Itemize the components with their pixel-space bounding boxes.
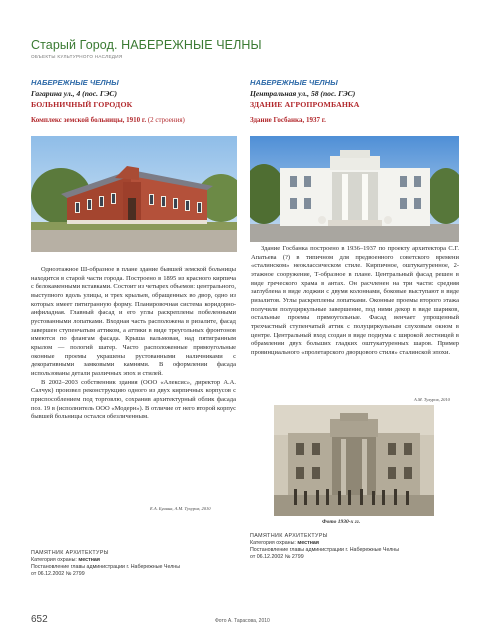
left-paragraph-2: В 2002–2003 собственник здания (ООО «Алексис», директор А.А. Салчук) произвел реконструкцию одного из двух кирпичных корпусов с приспособлением под торговлю, сохранив архитектурный облик фасада поз. 19 в (исполнитель ООО «Модерн»). В отличие от него второй корпус бывшей больницы остался обезличенным.	[31, 378, 236, 421]
right-status-decree: Постановление главы администрации г. Набережные Челны	[250, 547, 400, 553]
left-status-category-value: местная	[78, 557, 100, 563]
right-body-text	[251, 245, 459, 358]
historic-photo-caption: Фото 1930-х гг.	[322, 519, 361, 525]
page-number: 652	[31, 614, 48, 625]
left-status-category-label: Категория охраны:	[31, 557, 77, 563]
page-title: Старый Город. НАБЕРЕЖНЫЕ ЧЕЛНЫ	[31, 38, 262, 52]
left-city: НАБЕРЕЖНЫЕ ЧЕЛНЫ	[31, 78, 119, 87]
right-status-category	[250, 540, 460, 547]
right-address: Центральная ул., 58 (пос. ГЭС)	[250, 89, 356, 98]
right-credit: А.М. Тухуров, 2010	[414, 397, 450, 402]
hospital-photo-image	[31, 136, 237, 252]
right-status-decree-date: от 06.12.2002 № 2799	[250, 554, 304, 560]
right-object-name: ЗДАНИЕ АГРОПРОМБАНКА	[250, 100, 360, 109]
historic-photo-image	[274, 405, 434, 516]
left-body-text	[31, 266, 236, 422]
right-heading-block	[250, 78, 460, 124]
left-complex-note: (2 строения)	[147, 116, 185, 124]
footer-photo-credit: Фото А. Тарасова, 2010	[215, 618, 270, 624]
right-status-category-label: Категория охраны:	[250, 540, 296, 546]
page-subtitle: ОБЪЕКТЫ КУЛЬТУРНОГО НАСЛЕДИЯ	[31, 54, 123, 59]
right-status-block	[250, 533, 460, 561]
left-status-block	[31, 550, 231, 578]
left-status-category	[31, 557, 231, 564]
left-complex	[31, 116, 236, 124]
left-paragraph-1: Одноэтажное Ш-образное в плане здание бывшей земской больницы находится в старой части города. Построено в 1895 из красного кирпича с белокаменными вставками. Состоит из четырех объемов: центрального, выступного вдоль улицы, и трех крыльев, обращенных во двор, одно из которых имеет пятигранную форму. Планировочная система коридорно-анфиладная. Главный фасад и его углы раскреплены побеленными рустованными лопатками. Входная часть расположена в ризалите, фасад завершен ступенчатым аттиком, а аттики в виде треугольных фронтонов имеются по флангам фасада. Крыша вальмовая, над пятигранным крылом — пологий шатер. Часто расположенные прямоугольные оконные проемы украшены рустованными наличниками с декоративными замковыми камнями. В оформлении фасада использованы детали различных эпох и стилей.	[31, 266, 236, 377]
right-status-head: ПАМЯТНИК АРХИТЕКТУРЫ	[250, 533, 328, 539]
right-status-category-value: местная	[297, 540, 319, 546]
left-status-decree: Постановление главы администрации г. Набережные Челны	[31, 564, 181, 570]
left-heading-block	[31, 78, 236, 124]
left-address: Гагарина ул., 4 (пос. ГЭС)	[31, 89, 118, 98]
gosbank-photo	[250, 136, 459, 242]
right-complex: Здание Госбанка, 1937 г.	[250, 116, 326, 124]
left-credit: Е.А. Бунина, А.М. Тухуров, 2010	[150, 506, 211, 511]
right-city: НАБЕРЕЖНЫЕ ЧЕЛНЫ	[250, 78, 338, 87]
gosbank-photo-image	[250, 136, 459, 242]
left-complex-title: Комплекс земской больницы, 1910 г.	[31, 116, 147, 124]
right-paragraph-1: Здание Госбанка построено в 1936–1937 по проекту архитектора С.Г. Апатьева (?) в типичном для предвоенного советского времени «сталинском» неоклассическом стиле. Кирпичное, оштукатуренное, 2-этажное сооружение, Т-образное в плане. Центральный фасад решен в виде греческого храма в антах. Он расчленен на три части: средняя заглублена в виде лоджии с двумя колоннами, боковые выступают в виде ризалитов. Углы раскреплены лопатками. Оконные проемы второго этажа получили полуциркульные завершение, под ними декор в виде шариков, остальные проемы прямоугольные. Фасад венчает упрощенный трехчастный ступенчатый аттик с полуциркульным слуховым окном в центре. Центральный вход создан в виде подиума с широкой лестницей в обрамлении двух больших гладких оштукатуренных шаров. Пример провинциального «пролетарского дворцового стиля» сталинской эпохи.	[251, 245, 459, 356]
left-object-name: БОЛЬНИЧНЫЙ ГОРОДОК	[31, 100, 133, 109]
historic-photo	[274, 405, 434, 516]
left-status-decree-date: от 06.12.2002 № 2799	[31, 571, 85, 577]
hospital-photo	[31, 136, 237, 252]
left-status-head: ПАМЯТНИК АРХИТЕКТУРЫ	[31, 550, 109, 556]
